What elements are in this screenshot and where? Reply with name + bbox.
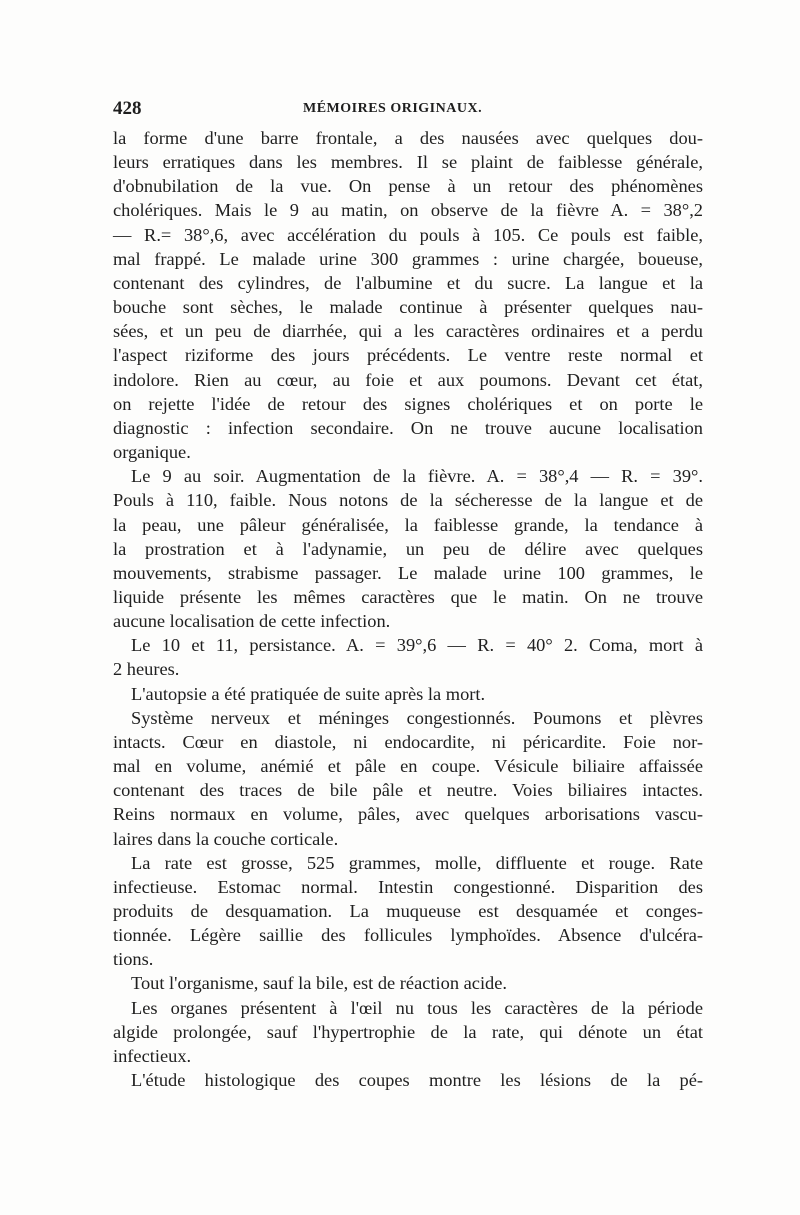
text-line: contenant des cylindres, de l'albumine et du sucre. La langue et la xyxy=(113,272,703,293)
text-line: algide prolongée, sauf l'hypertrophie de la rate, qui dénote un état xyxy=(113,1021,703,1042)
body-text xyxy=(113,126,703,1092)
text-line: L'étude histologique des coupes montre les lésions de la pé- xyxy=(131,1070,703,1091)
text-line: Système nerveux et méninges congestionnés. Poumons et plèvres xyxy=(131,707,703,728)
text-line: liquide présente les mêmes caractères que le matin. On ne trouve xyxy=(113,586,703,607)
text-line: mal frappé. Le malade urine 300 grammes : urine chargée, boueuse, xyxy=(113,248,703,269)
text-line: bouche sont sèches, le malade continue à présenter quelques nau- xyxy=(113,297,703,318)
text-line: mouvements, strabisme passager. Le malade urine 100 grammes, le xyxy=(113,562,703,583)
page-header xyxy=(113,98,703,122)
text-line: Le 10 et 11, persistance. A. = 39°,6 — R. = 40° 2. Coma, mort à xyxy=(131,635,703,656)
running-title: MÉMOIRES ORIGINAUX. xyxy=(303,101,483,116)
text-line: mal en volume, anémié et pâle en coupe. Vésicule biliaire affaissée xyxy=(113,756,703,777)
text-line: sées, et un peu de diarrhée, qui a les caractères ordinaires et a perdu xyxy=(113,321,703,342)
text-line: d'obnubilation de la vue. On pense à un retour des phénomènes xyxy=(113,176,703,197)
page-number: 428 xyxy=(113,98,142,119)
text-line: diagnostic : infection secondaire. On ne trouve aucune localisation xyxy=(113,417,703,438)
text-line: infectieuse. Estomac normal. Intestin congestionné. Disparition des xyxy=(113,876,703,897)
text-line: tions. xyxy=(113,949,154,970)
text-line: la forme d'une barre frontale, a des nausées avec quelques dou- xyxy=(113,128,703,148)
text-line: L'autopsie a été pratiquée de suite après la mort. xyxy=(131,683,486,704)
text-line: organique. xyxy=(113,442,191,463)
text-line: cholériques. Mais le 9 au matin, on observe de la fièvre A. = 38°,2 xyxy=(113,200,703,221)
text-line: Les organes présentent à l'œil nu tous les caractères de la période xyxy=(131,997,703,1018)
text-line: intacts. Cœur en diastole, ni endocardite, ni péricardite. Foie nor- xyxy=(113,731,703,752)
text-line: — R.= 38°,6, avec accélération du pouls à 105. Ce pouls est faible, xyxy=(113,224,703,245)
text-line: la prostration et à l'adynamie, un peu de délire avec quelques xyxy=(113,538,703,559)
text-line: Pouls à 110, faible. Nous notons de la sécheresse de la langue et de xyxy=(113,490,703,511)
text-line: l'aspect riziforme des jours précédents. Le ventre reste normal et xyxy=(113,345,703,366)
text-line: laires dans la couche corticale. xyxy=(113,828,339,849)
text-line: 2 heures. xyxy=(113,659,180,680)
text-line: La rate est grosse, 525 grammes, molle, diffluente et rouge. Rate xyxy=(131,852,703,873)
text-line: on rejette l'idée de retour des signes cholériques et on porte le xyxy=(113,393,703,414)
text-line: contenant des traces de bile pâle et neutre. Voies biliaires intactes. xyxy=(113,780,703,801)
text-line: produits de desquamation. La muqueuse est desquamée et conges- xyxy=(113,901,703,921)
text-line: Le 9 au soir. Augmentation de la fièvre. A. = 38°,4 — R. = 39°. xyxy=(131,466,703,487)
text-line: tionnée. Légère saillie des follicules lymphoïdes. Absence d'ulcéra- xyxy=(113,925,703,946)
text-line: Reins normaux en volume, pâles, avec quelques arborisations vascu- xyxy=(113,804,703,825)
text-line: indolore. Rien au cœur, au foie et aux poumons. Devant cet état, xyxy=(113,369,703,390)
text-line: Tout l'organisme, sauf la bile, est de réaction acide. xyxy=(131,973,508,994)
text-line: la peau, une pâleur généralisée, la faiblesse grande, la tendance à xyxy=(113,514,703,535)
text-line: leurs erratiques dans les membres. Il se plaint de faiblesse générale, xyxy=(113,152,703,173)
text-line: infectieux. xyxy=(113,1045,192,1066)
text-line: aucune localisation de cette infection. xyxy=(113,611,391,632)
